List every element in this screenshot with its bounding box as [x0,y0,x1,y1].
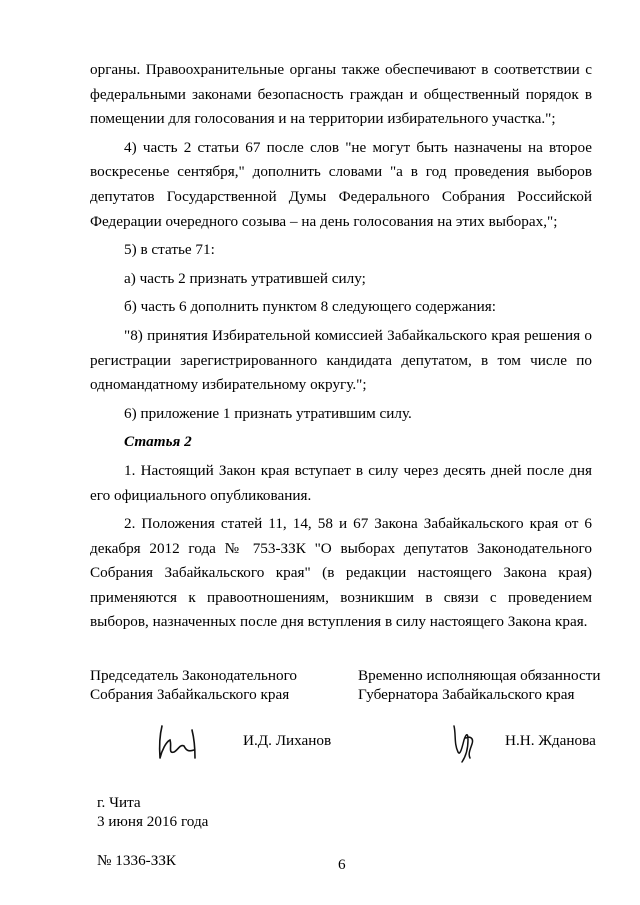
left-title-line-1: Председатель Законодательного [90,667,298,684]
right-title-line-1: Временно исполняющая обязанности [358,667,601,684]
right-signature-icon [440,718,490,770]
paragraph-item-5: 5) в статье 71: [124,241,215,259]
left-signatory-name: И.Д. Лиханов [243,732,332,749]
date: 3 июня 2016 года [97,813,209,830]
left-signature-icon [148,716,210,766]
left-signatory-title [90,666,297,704]
place-and-date [97,793,208,831]
right-signatory-title [358,666,601,704]
article-item-2: 2. Положения статей 11, 14, 58 и 67 Закона Забайкальского края от 6 декабря 2012 года № 753-ЗЗК "О выборах депутатов Законодательного Собрания Забайкальского края" (в редакции настоящего Закона края) применяются к правоотношениям, возникшим в связи с проведением выборов, назначенных после дня вступления в силу настоящего Закона края. [90,515,592,631]
place: г. Чита [97,794,141,811]
article-item-1: 1. Настоящий Закон края вступает в силу через десять дней после дня его официального опубликования. [90,461,592,504]
article-heading: Статья 2 [124,433,192,451]
right-signatory-name: Н.Н. Жданова [505,732,596,749]
paragraph-item-6: 6) приложение 1 признать утратившим силу. [124,404,412,422]
paragraph-item-4: 4) часть 2 статьи 67 после слов "не могут быть назначены на второе воскресенье сентября," дополнить словами "а в год проведения выборов депутатов Государственной Думы Федерального Собрания Российской Федерации очередного созыва – на день голосования на этих выборах,"; [90,138,592,230]
paragraph-quoted-item-8: "8) принятия Избирательной комиссией Забайкальского края решения о регистрации зарегистрированного кандидата депутатом, в том числе по одномандатному избирательному округу."; [90,326,592,394]
paragraph-item-5a: а) часть 2 признать утратившей силу; [124,269,366,287]
page-number: 6 [338,856,346,873]
document-number: № 1336-ЗЗК [97,852,177,869]
left-title-line-2: Собрания Забайкальского края [90,686,290,703]
right-title-line-2: Губернатора Забайкальского края [358,686,575,703]
paragraph-continuation: органы. Правоохранительные органы также обеспечивают в соответствии с федеральными законами безопасность граждан и общественный порядок в помещении для голосования и на территории избирательного участка."; [90,61,592,128]
document-body [90,58,592,635]
paragraph-item-5b: б) часть 6 дополнить пунктом 8 следующего содержания: [124,298,496,316]
